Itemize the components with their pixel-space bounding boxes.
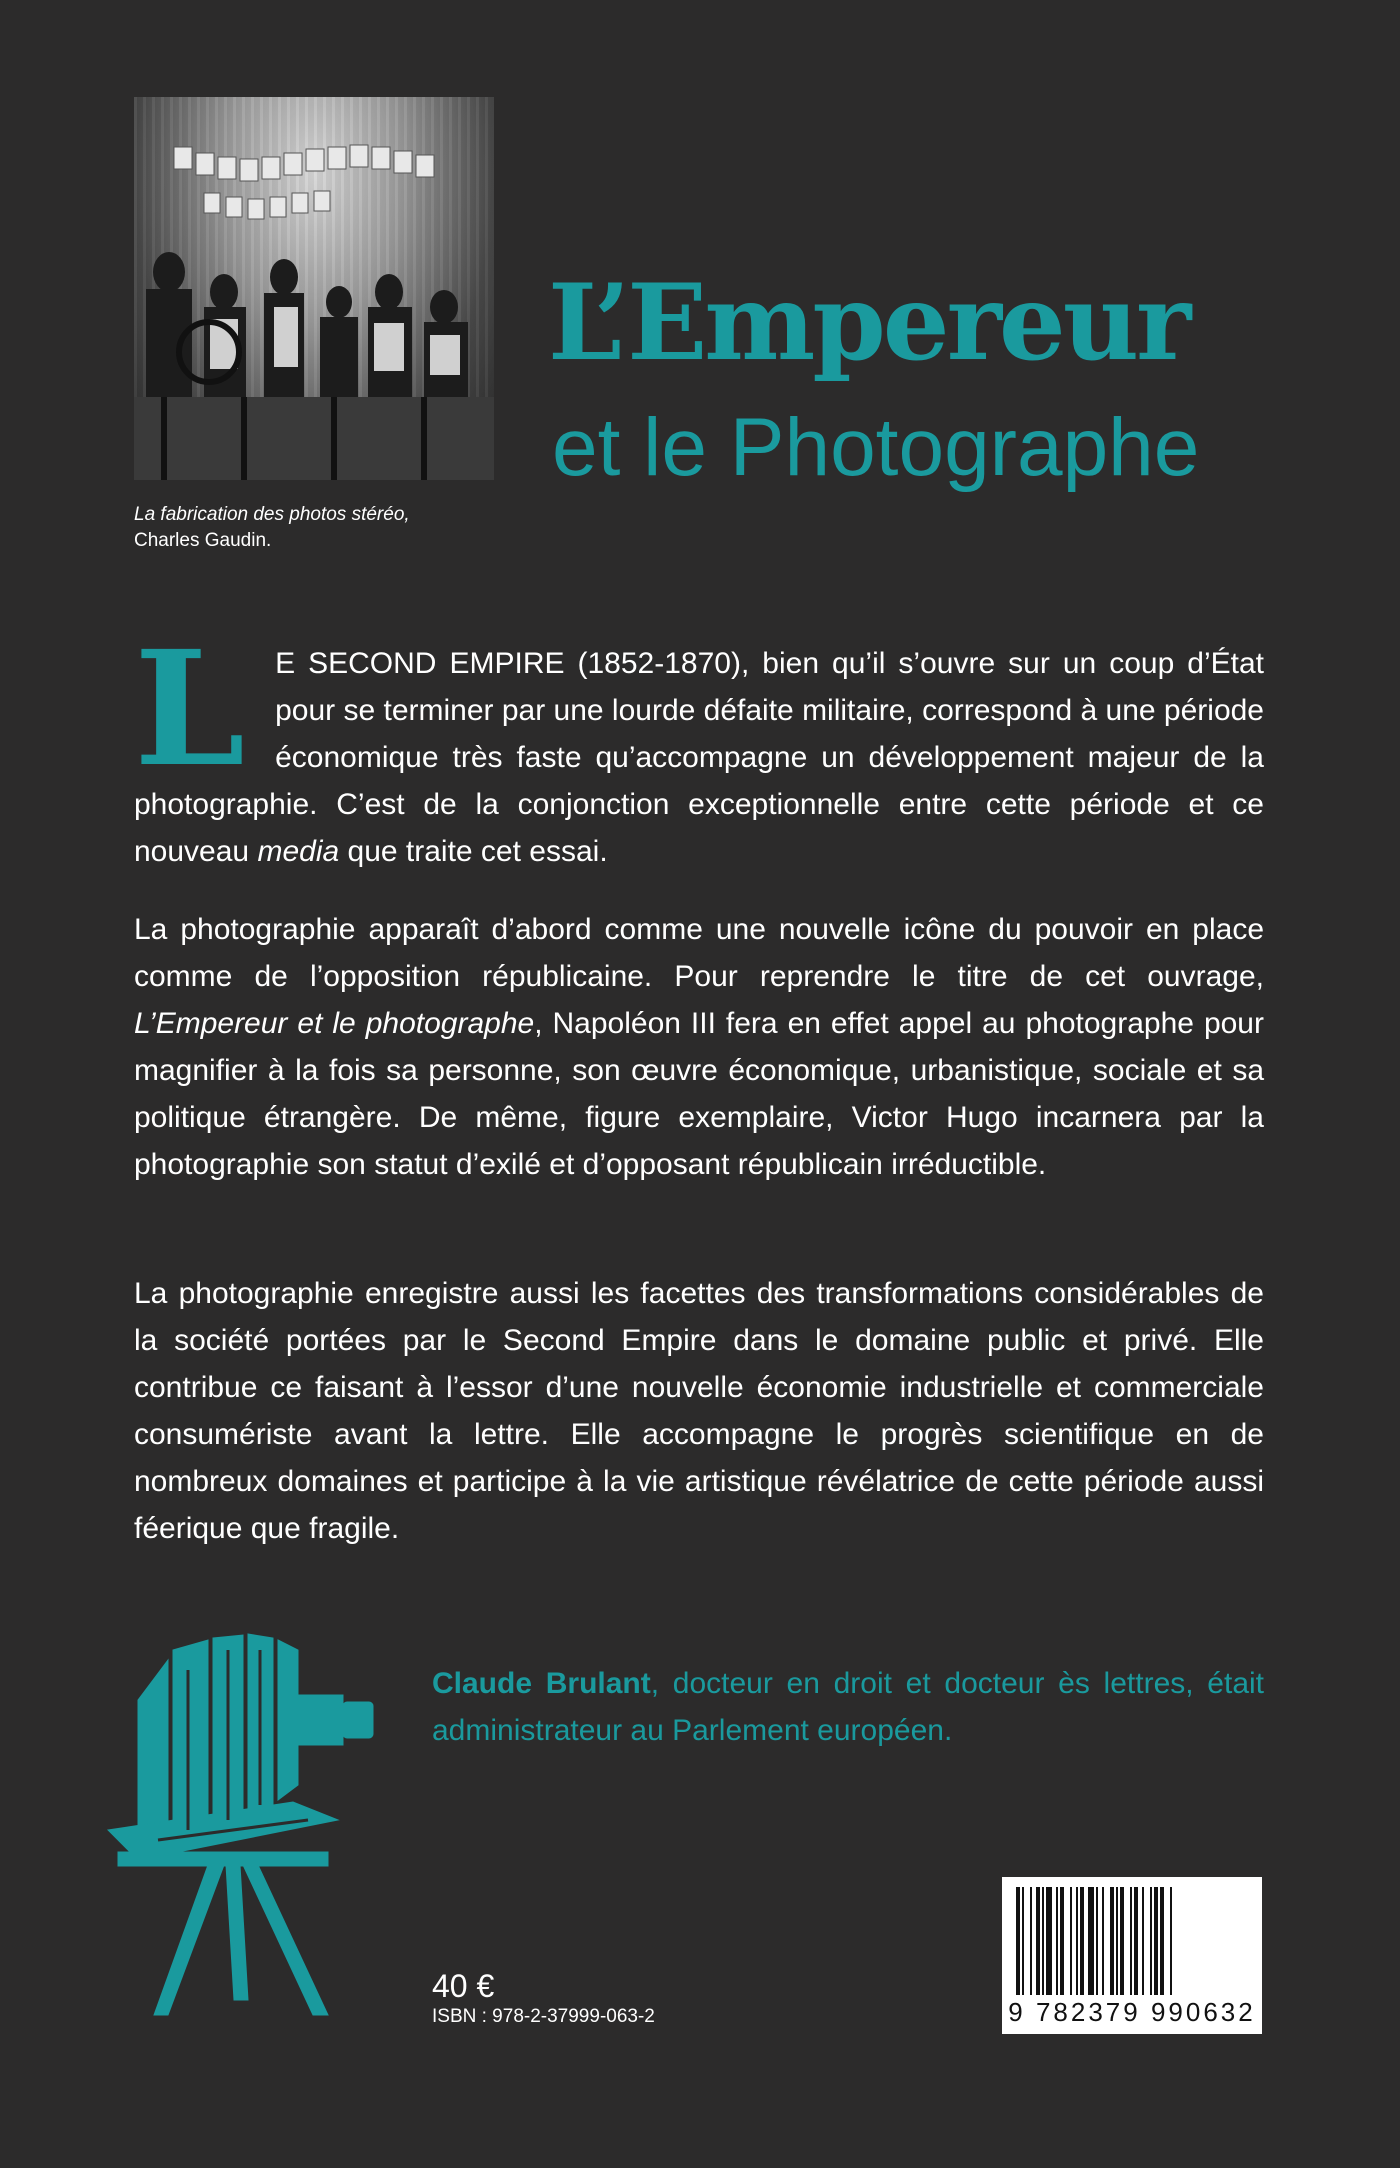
paragraph-1 — [134, 617, 1264, 875]
photo-caption — [134, 502, 410, 554]
barcode — [1002, 1877, 1262, 2034]
author-description: , docteur en droit et docteur ès lettres, était administrateur au Parlement européen. — [432, 1667, 1265, 1747]
caption-title: La fabrication des photos stéréo, — [134, 504, 410, 525]
paragraph-1-text-a: E SECOND EMPIRE (1852-1870), bien qu’il s’ouvre sur un coup d’État pour se terminer par une lourde défaite militaire, correspond à une période économique très faste qu’accompagne un développement majeur de la photographie. C’est de la conjonction exceptionnelle entre cette période et ce nouveau — [134, 647, 1264, 868]
paragraph-1-text-b: que traite cet essai. — [339, 835, 608, 868]
paragraph-3: La photographie enregistre aussi les facettes des transformations considérables de la société portées par le Second Empire dans le domaine public et privé. Elle contribue ce faisant à l’essor d’une nouvelle économie industrielle et commerciale consumériste avant la lettre. Elle accompagne le progrès scientifique en de nombreux domaines et participe à la vie artistique révélatrice de cette période aussi féerique que fragile. — [134, 1277, 1264, 1545]
paragraph-2 — [134, 906, 1264, 1188]
camera-tripod-icon — [98, 1590, 398, 2025]
cover-photo — [134, 97, 494, 480]
author-bio — [432, 1660, 1264, 1754]
paragraph-2-text-b: , Napoléon III fera en effet appel au photographe pour magnifier à la fois sa personne, son œuvre économique, urbanistique, sociale et sa politique étrangère. De même, figure exemplaire, Victor Hugo incarnera par la photographie son statut d’exilé et d’opposant républicain irréductible. — [134, 1007, 1264, 1181]
isbn: ISBN : 978-2-37999-063-2 — [432, 2006, 655, 2027]
price: 40 € — [432, 1968, 495, 2004]
paragraph-2-italic: L’Empereur et le photographe — [134, 1007, 535, 1040]
book-subtitle: et le Photographe — [552, 402, 1200, 493]
caption-credit: Charles Gaudin. — [134, 530, 272, 551]
book-title: L’Empereur — [548, 260, 1189, 384]
paragraph-2-text-a: La photographie apparaît d’abord comme une nouvelle icône du pouvoir en place comme de l’opposition républicaine. Pour reprendre le titre de cet ouvrage, — [134, 913, 1264, 993]
paragraph-1-italic: media — [257, 835, 340, 868]
barcode-number: 9 782379 990632 — [1008, 1997, 1256, 2027]
drop-cap: L — [134, 617, 246, 802]
author-name: Claude Brulant — [432, 1667, 651, 1700]
